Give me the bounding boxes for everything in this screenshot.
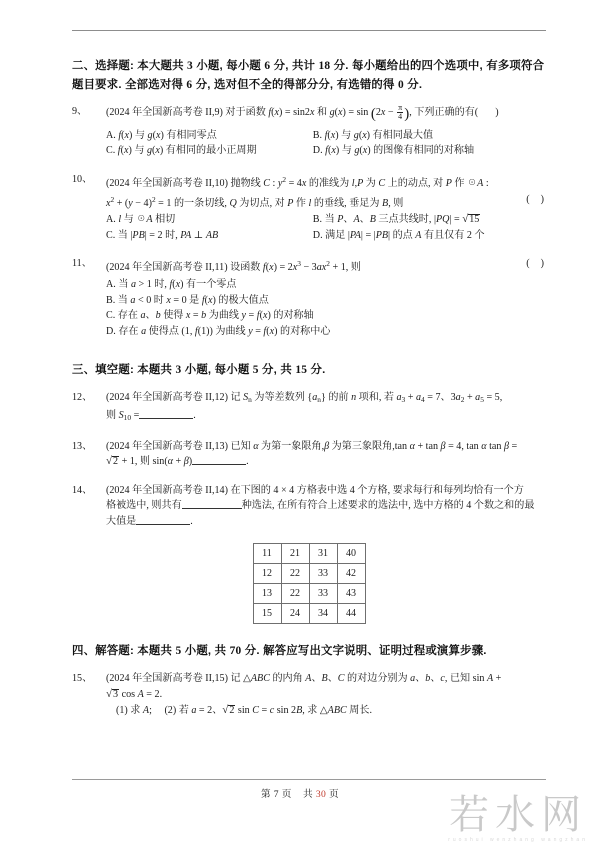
grid-cell: 15 — [253, 604, 281, 624]
question-15-number: 15、 — [72, 673, 93, 685]
grid-cell: 21 — [281, 544, 309, 564]
footer-divider — [72, 779, 546, 780]
question-10-option-d: D. 满足 |PA| = |PB| 的点 A 有且仅有 2 个 — [312, 229, 485, 241]
grid-cell: 43 — [337, 584, 365, 604]
question-10-answer-paren: ( ) — [526, 193, 546, 205]
question-11-options — [106, 277, 546, 339]
table-row — [253, 604, 365, 624]
question-9-option-d: D. f(x) 与 g(x) 的图像有相同的对称轴 — [312, 145, 475, 157]
watermark-subtext: ruoshui wenzhang wangzhan — [448, 837, 588, 843]
grid-cell: 40 — [337, 544, 365, 564]
option-row — [106, 128, 546, 144]
question-10-source: (2024 年全国新高考卷 II,10) — [106, 177, 228, 189]
question-15-body: (2024 年全国新高考卷 II,15) 记 △ABC 的内角 A、B、C 的对边分别为 a、b、c, 已知 sin A + √3 cos A = 2. (1) 求 A; (2) 若 a = 2、√2 sin C = c sin 2B, 求 △ABC 周长. — [106, 673, 502, 716]
question-10-option-b: B. 当 P、A、B 三点共线时, |PQ| = √15 — [312, 213, 480, 226]
question-13-number: 13、 — [72, 440, 93, 452]
question-11-option-c: C. 存在 a、b 使得 x = b 为曲线 y = f(x) 的对称轴 — [106, 310, 314, 322]
grid-cell: 22 — [281, 584, 309, 604]
grid-cell: 33 — [309, 564, 337, 584]
question-14-number: 14、 — [72, 484, 93, 496]
question-10-option-a: A. l 与 ☉A 相切 — [106, 214, 176, 226]
section-two-heading: 二、选择题: 本大题共 3 小题, 每小题 6 分, 共计 18 分. 每小题给出的四个选项中, 有多项符合题目要求. 全部选对得 6 分, 选对但不全的得部分分, 有选错的得 0 分. — [72, 60, 545, 91]
question-11-answer-paren: ( ) — [526, 258, 546, 270]
section-four-heading: 四、解答题: 本题共 5 小题, 共 70 分. 解答应写出文字说明、证明过程或演算步骤. — [72, 645, 487, 658]
question-13-answer-blank[interactable] — [192, 454, 246, 465]
question-15 — [72, 671, 546, 718]
question-12-body: (2024 年全国新高考卷 II,12) 记 $S_n$ 为等差数列 $\{a_n\}$ 的前 n 项和, 若 $a_3 + a_4 = 7$、$3a_2 + a_5 = 5$, 则 $S_{10}$ = . — [106, 392, 503, 422]
question-10-number: 10、 — [72, 173, 93, 185]
grid-cell: 44 — [337, 604, 365, 624]
question-12-number: 12、 — [72, 392, 93, 404]
question-10-body: (2024 年全国新高考卷 II,10) 抛物线 C : $y^2 = 4x$ 的准线为 l,P 为 C 上的动点, 对 P 作 ☉A : $x^2 + (y - 4)^2 = 1$ 的一条切线, Q 为切点, 对 P 作 l 的垂线, 垂足为 B, 则 ( ) — [106, 174, 546, 209]
table-row — [253, 564, 365, 584]
question-14-source: (2024 年全国新高考卷 II,14) — [106, 484, 228, 496]
option-row — [106, 308, 546, 324]
footer-total-unit: 页 — [329, 789, 340, 800]
question-11-number: 11、 — [72, 258, 92, 270]
footer-page-number: 7 — [273, 789, 279, 800]
question-11-body: (2024 年全国新高考卷 II,11) 设函数 $f(x) = 2x^3 - 3ax^2 + 1$, 则 ( ) — [106, 258, 546, 274]
watermark-text: 若水网 — [449, 793, 588, 837]
option-row — [106, 293, 546, 309]
question-13-body: (2024 年全国新高考卷 II,13) 已知 α 为第一象限角,β 为第三象限角,tan α + tan β = 4, tan α tan β = √2 + 1, 则 sin(α + β) . — [106, 440, 518, 468]
footer-total-prefix: 共 — [303, 789, 313, 800]
option-row — [106, 228, 546, 244]
table-row — [253, 544, 365, 564]
grid-cell: 11 — [253, 544, 281, 564]
grid-cell: 22 — [281, 564, 309, 584]
question-13 — [72, 439, 546, 470]
grid-cell: 24 — [281, 604, 309, 624]
question-9-option-a: A. f(x) 与 g(x) 有相同零点 — [106, 129, 217, 141]
question-11-option-d: D. 存在 a 使得点 (1, f(1)) 为曲线 y = f(x) 的对称中心 — [106, 325, 331, 337]
question-9-number: 9、 — [72, 106, 88, 117]
question-11-source: (2024 年全国新高考卷 II,11) — [106, 262, 228, 274]
question-14-body: (2024 年全国新高考卷 II,14) 在下图的 4 × 4 方格表中选 4 个方格, 要求每行和每列均恰有一个方 格被选中, 则共有 种选法, 在所有符合上述要求的选法中, 选中方格的 4 个数之和的最 大值是 . — [106, 484, 535, 527]
grid-cell: 34 — [309, 604, 337, 624]
footer-page-prefix: 第 — [260, 789, 271, 800]
option-row — [106, 324, 546, 340]
section-three-heading: 三、填空题: 本题共 3 小题, 每小题 5 分, 共 15 分. — [72, 364, 326, 377]
grid-cell: 12 — [253, 564, 281, 584]
option-row — [106, 143, 546, 159]
question-10-options — [106, 212, 546, 243]
number-grid-table — [253, 543, 366, 624]
question-14 — [72, 483, 546, 530]
question-12-source: (2024 年全国新高考卷 II,12) — [106, 392, 228, 404]
grid-table-wrapper — [72, 543, 546, 624]
question-14-answer-blank-1[interactable] — [182, 498, 242, 509]
question-9-body: (2024 年全国新高考卷 II,9) 对于函数 f(x) = sin2x 和 g(x) = sin (2x − $\frac{\pi}{4}$ ), 下列正确的有( ) — [106, 103, 499, 123]
question-15-part-2: (2) 若 a = 2、√2 sin C = c sin 2B, 求 △ABC 周长. — [164, 703, 372, 716]
grid-cell: 33 — [309, 584, 337, 604]
question-9 — [72, 104, 546, 159]
question-12-answer-blank[interactable] — [139, 408, 193, 419]
option-row — [106, 277, 546, 293]
question-11 — [72, 256, 546, 339]
question-15-source: (2024 年全国新高考卷 II,15) — [106, 673, 228, 685]
question-9-option-c: C. f(x) 与 g(x) 有相同的最小正周期 — [106, 145, 257, 157]
question-9-source: (2024 年全国新高考卷 II,9) — [106, 107, 223, 119]
grid-cell: 13 — [253, 584, 281, 604]
question-10 — [72, 172, 546, 243]
question-12 — [72, 390, 546, 425]
header-divider — [72, 30, 546, 31]
question-9-options — [106, 128, 546, 159]
question-9-option-b: B. f(x) 与 g(x) 有相同最大值 — [312, 129, 434, 141]
question-11-option-a: A. 当 a > 1 时, f(x) 有一个零点 — [106, 278, 237, 290]
footer-page-unit: 页 — [281, 789, 292, 800]
question-10-option-c: C. 当 |PB| = 2 时, PA ⊥ AB — [106, 229, 219, 241]
question-11-option-b: B. 当 a < 0 时 x = 0 是 f(x) 的极大值点 — [106, 294, 269, 306]
question-14-answer-blank-2[interactable] — [136, 514, 190, 525]
table-row — [253, 584, 365, 604]
question-13-source: (2024 年全国新高考卷 II,13) — [106, 440, 228, 452]
watermark — [448, 795, 588, 843]
page-footer — [0, 786, 600, 800]
option-row — [106, 212, 546, 228]
footer-total-pages: 30 — [315, 789, 327, 800]
page-content — [72, 30, 546, 718]
grid-cell: 31 — [309, 544, 337, 564]
question-15-part-1: (1) 求 A; — [116, 704, 152, 716]
grid-cell: 42 — [337, 564, 365, 584]
